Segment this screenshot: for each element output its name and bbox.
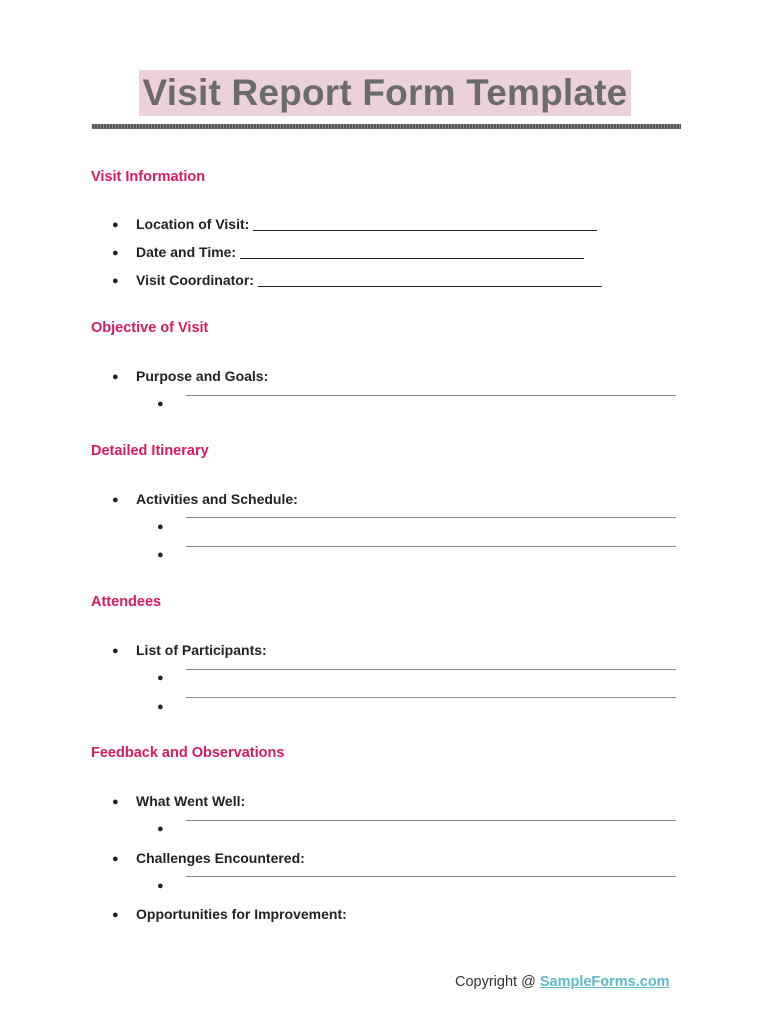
bullet-icon: ● bbox=[112, 645, 119, 657]
item-label: What Went Well: bbox=[136, 793, 246, 809]
item-label: Activities and Schedule: bbox=[136, 491, 298, 507]
item-what-went-well bbox=[112, 793, 245, 809]
location-input-line[interactable] bbox=[253, 218, 597, 231]
field-label: Visit Coordinator: bbox=[136, 272, 254, 288]
went-well-answer-line[interactable] bbox=[186, 820, 676, 821]
copyright-text: Copyright @ bbox=[455, 974, 540, 990]
item-label: Challenges Encountered: bbox=[136, 850, 305, 866]
bullet-icon: ● bbox=[112, 796, 119, 808]
item-label: Opportunities for Improvement: bbox=[136, 906, 347, 922]
item-opportunities-for-improvement bbox=[112, 906, 347, 922]
challenges-answer-line[interactable] bbox=[186, 876, 676, 877]
purpose-answer-line[interactable] bbox=[186, 395, 676, 396]
bullet-icon: ● bbox=[112, 494, 119, 506]
sub-bullet-icon: ● bbox=[157, 672, 164, 684]
field-label: Date and Time: bbox=[136, 244, 237, 260]
sub-bullet-icon: ● bbox=[157, 549, 164, 561]
date-time-input-line[interactable] bbox=[240, 246, 584, 259]
bullet-icon: ● bbox=[112, 853, 119, 865]
sub-bullet-icon: ● bbox=[157, 880, 164, 892]
participants-answer-line-2[interactable] bbox=[186, 697, 676, 698]
title-divider bbox=[92, 124, 681, 129]
bullet-icon: ● bbox=[112, 909, 119, 921]
item-list-of-participants bbox=[112, 642, 267, 658]
participants-answer-line-1[interactable] bbox=[186, 669, 676, 670]
item-purpose-and-goals bbox=[112, 368, 268, 384]
field-label: Location of Visit: bbox=[136, 216, 250, 232]
sub-bullet-icon: ● bbox=[157, 701, 164, 713]
page-title: Visit Report Form Template bbox=[139, 70, 632, 116]
field-date-and-time bbox=[112, 244, 584, 260]
item-label: Purpose and Goals: bbox=[136, 368, 269, 384]
section-heading-attendees: Attendees bbox=[91, 594, 162, 610]
item-label: List of Participants: bbox=[136, 642, 267, 658]
item-challenges-encountered bbox=[112, 850, 305, 866]
activities-answer-line-2[interactable] bbox=[186, 546, 676, 547]
bullet-icon: ● bbox=[112, 275, 119, 287]
section-heading-objective: Objective of Visit bbox=[91, 320, 209, 336]
sub-bullet-icon: ● bbox=[157, 521, 164, 533]
field-visit-coordinator bbox=[112, 272, 602, 288]
copyright-footer bbox=[455, 974, 670, 990]
coordinator-input-line[interactable] bbox=[258, 274, 602, 287]
bullet-icon: ● bbox=[112, 371, 119, 383]
bullet-icon: ● bbox=[112, 219, 119, 231]
activities-answer-line-1[interactable] bbox=[186, 517, 676, 518]
title-container bbox=[0, 70, 770, 116]
section-heading-visit-information: Visit Information bbox=[91, 169, 206, 185]
sub-bullet-icon: ● bbox=[157, 398, 164, 410]
sub-bullet-icon: ● bbox=[157, 823, 164, 835]
field-location-of-visit bbox=[112, 216, 597, 232]
bullet-icon: ● bbox=[112, 247, 119, 259]
brand-link[interactable]: SampleForms.com bbox=[539, 974, 670, 990]
item-activities-and-schedule bbox=[112, 491, 298, 507]
section-heading-itinerary: Detailed Itinerary bbox=[91, 443, 209, 459]
section-heading-feedback: Feedback and Observations bbox=[91, 745, 285, 761]
